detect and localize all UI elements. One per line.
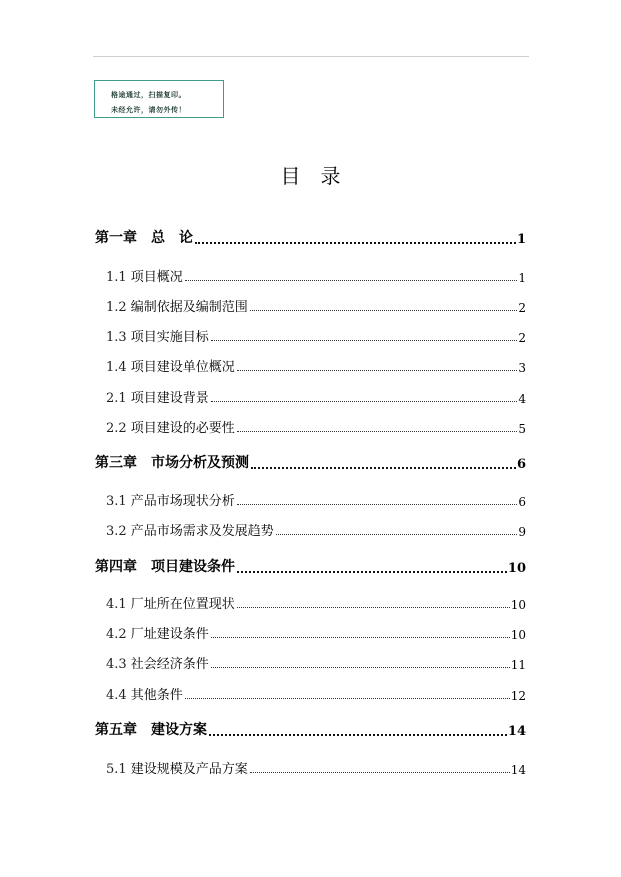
toc-entry-label: 第三章 市场分析及预测 [95, 455, 249, 471]
stamp-line-1: 格途通过，扫描复印。 [111, 91, 186, 99]
toc-leader-dots [195, 242, 516, 244]
toc-leader-dots [237, 431, 518, 432]
toc-page-number: 3 [518, 361, 526, 375]
toc-section-3-1[interactable] [106, 490, 526, 509]
toc-page-number: 14 [507, 724, 526, 739]
toc-entry-label: 社会经济条件 [130, 657, 209, 672]
toc-entry-label: 厂址所在位置现状 [130, 597, 235, 612]
toc-section-4-1[interactable] [106, 593, 526, 612]
toc-section-number: 1.2 [106, 300, 127, 315]
toc-entry-label: 项目概况 [130, 270, 183, 285]
toc-leader-dots [211, 340, 518, 341]
toc-page-number: 5 [518, 422, 526, 436]
toc-page-number: 10 [510, 598, 526, 612]
toc-section-3-2[interactable] [106, 520, 526, 539]
toc-entry-label: 第四章 项目建设条件 [95, 559, 235, 575]
confidential-stamp [94, 80, 224, 118]
toc-page-number: 11 [510, 658, 526, 672]
toc-entry-label: 第一章 总 论 [95, 230, 193, 246]
toc-section-number: 3.2 [106, 524, 127, 539]
toc-section-1-2[interactable] [106, 296, 526, 315]
toc-entry-label: 建设规模及产品方案 [130, 762, 248, 777]
toc-entry-label: 其他条件 [130, 688, 183, 703]
toc-entry-label: 第五章 建设方案 [95, 722, 207, 738]
stamp-line-2: 未经允许，请勿外传！ [111, 106, 186, 114]
toc-section-number: 1.3 [106, 330, 127, 345]
toc-page-number: 2 [518, 301, 526, 315]
toc-section-5-1[interactable] [106, 758, 526, 777]
toc-entry-label: 厂址建设条件 [130, 627, 209, 642]
toc-page-number: 6 [518, 495, 526, 509]
header-rule [93, 56, 529, 57]
toc-entry-label: 产品市场现状分析 [130, 494, 235, 509]
page-title: 目 录 [280, 164, 341, 188]
toc-chapter-3[interactable] [95, 452, 526, 472]
toc-leader-dots [251, 467, 516, 469]
toc-section-number: 3.1 [106, 494, 127, 509]
toc-page-number: 14 [510, 763, 526, 777]
toc-leader-dots [237, 607, 510, 608]
toc-page-number: 6 [516, 457, 526, 472]
toc-section-2-1[interactable] [106, 387, 526, 406]
toc-section-4-3[interactable] [106, 653, 526, 672]
toc-entry-label: 项目实施目标 [130, 330, 209, 345]
toc-section-1-4[interactable] [106, 356, 526, 375]
toc-leader-dots [211, 667, 510, 668]
toc-leader-dots [185, 698, 510, 699]
toc-entry-label: 项目建设单位概况 [130, 360, 235, 375]
toc-section-number: 1.4 [106, 360, 127, 375]
toc-leader-dots [211, 401, 518, 402]
toc-section-4-2[interactable] [106, 623, 526, 642]
toc-leader-dots [250, 310, 518, 311]
toc-section-number: 4.3 [106, 657, 127, 672]
toc-section-number: 5.1 [106, 762, 127, 777]
toc-section-number: 4.4 [106, 688, 127, 703]
toc-entry-label: 项目建设背景 [130, 391, 209, 406]
toc-section-number: 1.1 [106, 270, 127, 285]
toc-page-number: 4 [518, 392, 526, 406]
toc-page-number: 1 [518, 271, 526, 285]
toc-section-number: 2.2 [106, 421, 127, 436]
toc-leader-dots [276, 534, 518, 535]
toc-leader-dots [209, 734, 507, 736]
toc-leader-dots [211, 637, 510, 638]
toc-page-number: 9 [518, 525, 526, 539]
toc-entry-label: 产品市场需求及发展趋势 [130, 524, 274, 539]
toc-entry-label: 项目建设的必要性 [130, 421, 235, 436]
toc-section-number: 4.1 [106, 597, 127, 612]
toc-leader-dots [185, 280, 518, 281]
toc-chapter-1[interactable] [95, 227, 526, 247]
toc-leader-dots [237, 370, 518, 371]
toc-page-number: 12 [510, 689, 526, 703]
toc-chapter-5[interactable] [95, 719, 526, 739]
toc-entry-label: 编制依据及编制范围 [130, 300, 248, 315]
toc-section-number: 2.1 [106, 391, 127, 406]
toc-page-number: 1 [516, 232, 526, 247]
toc-leader-dots [237, 571, 507, 573]
toc-leader-dots [250, 772, 510, 773]
toc-page-number: 10 [507, 561, 526, 576]
toc-section-number: 4.2 [106, 627, 127, 642]
toc-leader-dots [237, 504, 518, 505]
toc-chapter-4[interactable] [95, 556, 526, 576]
toc-section-1-1[interactable] [106, 266, 526, 285]
toc-page-number: 2 [518, 331, 526, 345]
toc-section-1-3[interactable] [106, 326, 526, 345]
toc-section-2-2[interactable] [106, 417, 526, 436]
toc-page-number: 10 [510, 628, 526, 642]
toc-section-4-4[interactable] [106, 684, 526, 703]
